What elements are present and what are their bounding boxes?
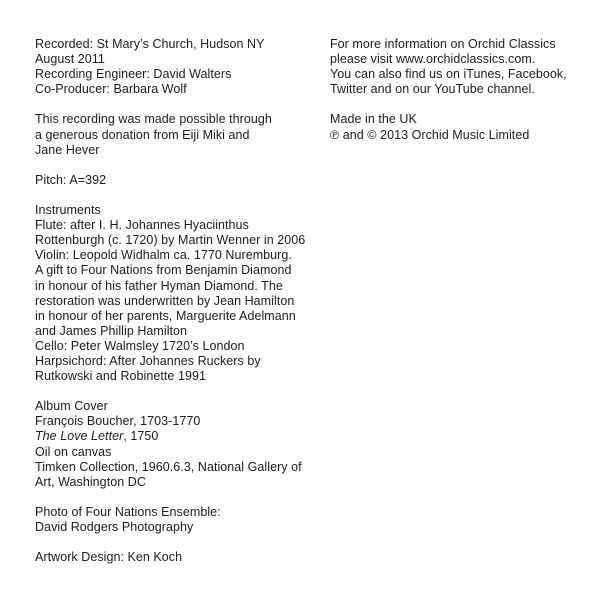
text-line: August 2011	[35, 52, 105, 67]
text-block	[330, 112, 585, 142]
text-block	[35, 203, 330, 384]
text-line: You can also find us on iTunes, Facebook,	[330, 67, 567, 82]
text-line: This recording was made possible through	[35, 112, 272, 127]
text-block	[35, 505, 330, 535]
text-block	[330, 37, 585, 97]
right-text-column	[330, 37, 585, 143]
text-line: and James Phillip Hamilton	[35, 323, 188, 338]
text-line: Co-Producer: Barbara Wolf	[35, 82, 187, 97]
text-line: Timken Collection, 1960.6.3, National Gallery of	[35, 459, 302, 474]
text-line: David Rodgers Photography	[35, 520, 194, 534]
text-line: Pitch: A=392	[35, 172, 107, 187]
text-line: Flute: after I. H. Johannes Hyaciinthus	[35, 218, 249, 233]
text-line: Harpsichord: After Johannes Ruckers by	[35, 353, 261, 368]
text-block	[35, 550, 330, 565]
text-line: Artwork Design: Ken Koch	[35, 550, 183, 565]
text-line: Rutkowski and Robinette 1991	[35, 369, 206, 384]
text-line: Violin: Leopold Widhalm ca. 1770 Nuremburg.	[35, 248, 292, 263]
text-line: Jane Hever	[35, 142, 100, 157]
text-line: A gift to Four Nations from Benjamin Diamond	[35, 263, 292, 278]
text-line: Recording Engineer: David Walters	[35, 67, 232, 82]
text-line: ℗ and © 2013 Orchid Music Limited	[330, 127, 530, 142]
text-line: Instruments	[35, 203, 101, 218]
left-text-column	[35, 37, 330, 565]
text-line: Album Cover	[35, 399, 108, 414]
text-line: François Boucher, 1703-1770	[35, 414, 201, 429]
text-line: For more information on Orchid Classics	[330, 37, 556, 51]
text-line: in honour of his father Hyman Diamond. The	[35, 278, 283, 293]
text-line: Cello: Peter Walmsley 1720’s London	[35, 338, 245, 353]
text-block	[35, 399, 330, 490]
text-line: in honour of her parents, Marguerite Adelmann	[35, 308, 296, 323]
text-line: please visit www.orchidclassics.com.	[330, 52, 536, 67]
text-line: a generous donation from Eiji Miki and	[35, 127, 250, 142]
text-line: restoration was underwritten by Jean Hamilton	[35, 293, 295, 308]
text-line: Oil on canvas	[35, 444, 112, 459]
text-line: Art, Washington DC	[35, 474, 146, 489]
text-line: Rottenburgh (c. 1720) by Martin Wenner in 2006	[35, 233, 306, 248]
text-line: Twitter and on our YouTube channel.	[330, 82, 535, 97]
text-line: Photo of Four Nations Ensemble:	[35, 504, 221, 519]
text-line: The Love Letter, 1750	[35, 429, 159, 444]
text-block	[35, 37, 330, 97]
text-block	[35, 112, 330, 157]
text-line: Made in the UK	[330, 112, 417, 127]
text-line: Recorded: St Mary’s Church, Hudson NY	[35, 37, 265, 51]
text-block	[35, 173, 330, 188]
